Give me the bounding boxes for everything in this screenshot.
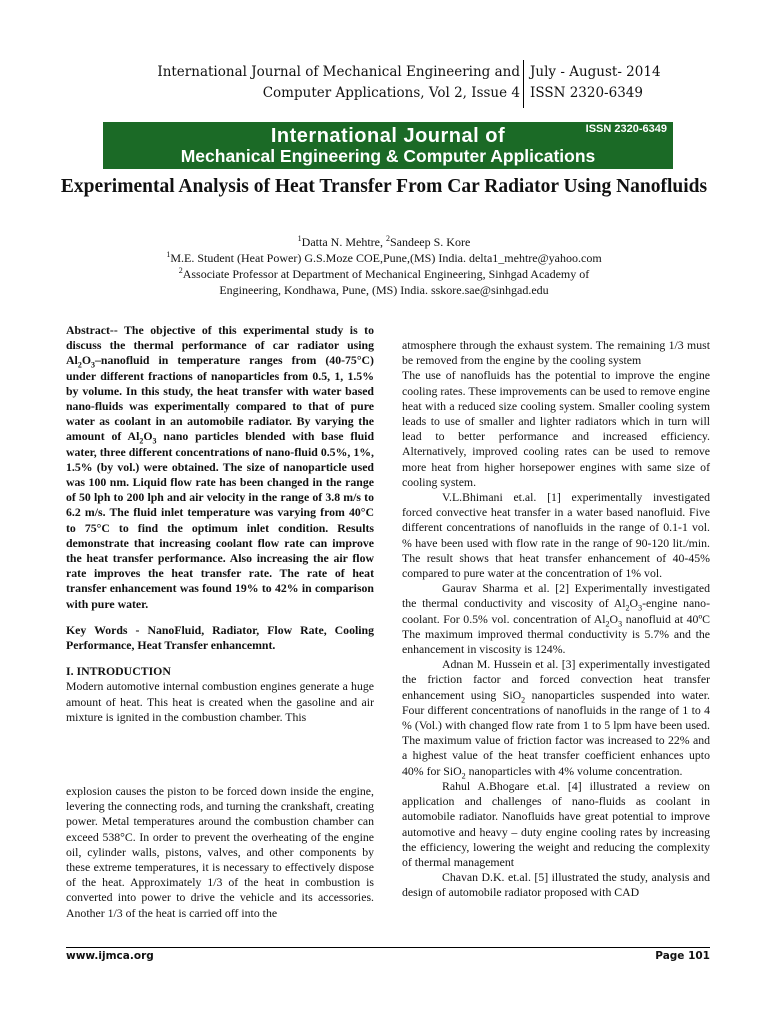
journal-name-line2: Computer Applications, Vol 2, Issue 4 (262, 85, 520, 101)
journal-name-line1: International Journal of Mechanical Engineering and (157, 64, 520, 80)
right-paragraph-2: The use of nanofluids has the potential to improve the engine cooling rates. These improvements can be used to remove engine heat with a reduced size cooling system. Smaller cooling system leads to use of smaller and lighter radiators which in turn will lead to better performance and increased efficiency. Alternatively, improved cooling rates can be used to remove more heat from higher horsepower engines with same size of cooling system. (402, 368, 710, 489)
right-paragraph-1: atmosphere through the exhaust system. The remaining 1/3 must be removed from the engine by the cooling system (402, 338, 710, 368)
sup-marker: 2 (178, 266, 183, 275)
left-column-bottom (66, 784, 374, 921)
subscript: 2 (77, 360, 82, 370)
right-paragraph-4 (402, 581, 710, 657)
para-text: nanoparticles suspended into water. Four different concentrations of nanofluids in the range of 1 to 4 % (Vol.) with changed flow rate from 1 to 5 lpm have been used. The maximum value of friction factor was increased to 22% and a highest value of the heat transfer coefficient enhances upto 40% for SiO (402, 687, 710, 778)
subscript: 3 (91, 360, 95, 370)
subscript: 2 (139, 436, 144, 446)
sup-marker: 1 (297, 234, 302, 243)
intro-paragraph-2: explosion causes the piston to be forced down inside the engine, levering the connecting rods, and turning the crankshaft, creating power. Metal temperatures around the combustion chamber can exceed 538°C. In order to prevent the overheating of the engine oil, cylinder walls, pistons, valves, and other components by these extreme temperatures, it is necessary to effectively dispose of the heat. Approximately 1/3 of the heat in combustion is converted into power to drive the vehicle and its accessories. Another 1/3 of the heat is carried off into the (66, 784, 374, 920)
para-text: -engine nano-coolant. For 0.5% vol. concentration of Al (402, 596, 711, 626)
journal-banner (103, 122, 673, 169)
para-text: nanofluid at 40ºC The maximum improved thermal conductivity is 5.7% and the enhancement in viscosity is 124%. (402, 611, 710, 657)
affiliation-2-text: Associate Professor at Department of Mechanical Engineering, Sinhgad Academy of (182, 267, 590, 281)
subscript: 3 (618, 619, 623, 629)
para-text: O (629, 596, 639, 611)
sup-marker: 2 (385, 234, 390, 243)
para-text: nanoparticles with 4% volume concentration. (465, 763, 683, 778)
page-number: Page 101 (655, 950, 710, 962)
right-paragraph-3: V.L.Bhimani et.al. [1] experimentally investigated forced convective heat transfer in a water based nanofluid. Five different concentrations of nanofluids in the range of 0.1-1 vol. % have been used with flow rate in the range of 90-120 lit./min. The result shows that heat transfer enhancement of 40-45% compared to pure water at the concentration of 1% vol. (402, 490, 710, 581)
right-paragraph-5 (402, 657, 710, 779)
banner-issn: ISSN 2320-6349 (585, 123, 667, 135)
header-issn: ISSN 2320-6349 (530, 85, 643, 101)
sup-marker: 1 (166, 250, 171, 259)
journal-header-left (120, 62, 520, 104)
subscript: 3 (152, 436, 157, 446)
abstract-text: O (81, 353, 91, 368)
para-text: Gaurav Sharma et al. [2] Experimentally investigated the thermal conductivity and viscosity of Al (402, 581, 710, 611)
issue-date: July - August- 2014 (530, 64, 661, 80)
abstract-text: nano particles blended with base fluid water, three different concentrations of nano-fluid 0.5%, 1%, 1.5% (by vol.) were obtained. The size of nanoparticle used was 100 nm. Liquid flow rate has been changed in the range of 50 lph to 200 lph and air velocity in the range of 3.8 m/s to 6.2 m/s. The fluid inlet temperature was varying from 40°C to 75°C to find the optimum inlet condition. Results demonstrate that increasing coolant flow rate can improve the heat transfer performance. Also increasing the air flow rate improves the heat transfer rate. The rate of heat transfer enhancement was found 19% to 42% in comparison with pure water. (66, 429, 374, 611)
banner-line2: Mechanical Engineering & Computer Applications (180, 146, 596, 166)
footer-url[interactable]: www.ijmca.org (66, 950, 154, 962)
subscript: 2 (461, 771, 466, 781)
subscript: 2 (521, 695, 526, 705)
affiliation-1 (60, 250, 708, 266)
para-text: O (609, 611, 619, 626)
author-2: Sandeep S. Kore (389, 235, 471, 249)
right-column (402, 338, 710, 901)
keywords: Key Words - NanoFluid, Radiator, Flow Rate, Cooling Performance, Heat Transfer enhancemnt. (66, 622, 374, 653)
section-heading-introduction: I. INTRODUCTION (66, 664, 171, 679)
subscript: 3 (638, 603, 643, 613)
author-1: Datta N. Mehtre, (301, 235, 386, 249)
abstract-text: Abstract-- The objective of this experimental study is to discuss the thermal performance of car radiator using Al (66, 323, 374, 368)
banner-line1: International Journal of (270, 125, 506, 147)
abstract-text: O (143, 429, 153, 444)
para-text: Adnan M. Hussein et al. [3] experimentally investigated the friction factor and forced convection heat transfer enhancement using SiO (402, 657, 710, 702)
subscript: 2 (605, 619, 610, 629)
header-divider (523, 60, 524, 108)
left-column (66, 323, 374, 725)
author-block (60, 234, 708, 298)
paper-title: Experimental Analysis of Heat Transfer From Car Radiator Using Nanofluids (60, 176, 708, 197)
affiliation-2-cont: Engineering, Kondhawa, Pune, (MS) India. sskore.sae@sinhgad.edu (219, 283, 549, 297)
abstract (66, 323, 374, 612)
author-names (60, 234, 708, 250)
right-paragraph-6: Rahul A.Bhogare et.al. [4] illustrated a review on application and challenges of nano-fluids as coolant in automobile radiator. Nanofluids have great potential to improve automotive and heavy – duty engine cooling rates by increasing the efficiency, lowering the weight and reducing the complexity of thermal management (402, 778, 710, 869)
intro-paragraph-1: Modern automotive internal combustion engines generate a huge amount of heat. This heat is created when the gasoline and air mixture is ignited in the combustion chamber. This (66, 679, 374, 724)
subscript: 2 (625, 603, 630, 613)
right-paragraph-7: Chavan D.K. et.al. [5] illustrated the study, analysis and design of automobile radiator proposed with CAD (402, 870, 710, 900)
abstract-text: –nanofluid in temperature ranges from (40-75°C) under different fractions of nanoparticles from 0.5, 1, 1.5% by volume. In this study, the heat transfer with water based nano-fluids was experimentally compared to that of pure water as coolant in an automobile radiator. By varying the amount of Al (66, 353, 374, 444)
affiliation-1-text: M.E. Student (Heat Power) G.S.Moze COE,Pune,(MS) India. delta1_mehtre@yahoo.com (170, 251, 602, 265)
footer-divider (66, 947, 710, 948)
journal-header-right (530, 62, 730, 104)
affiliation-2 (60, 266, 708, 282)
